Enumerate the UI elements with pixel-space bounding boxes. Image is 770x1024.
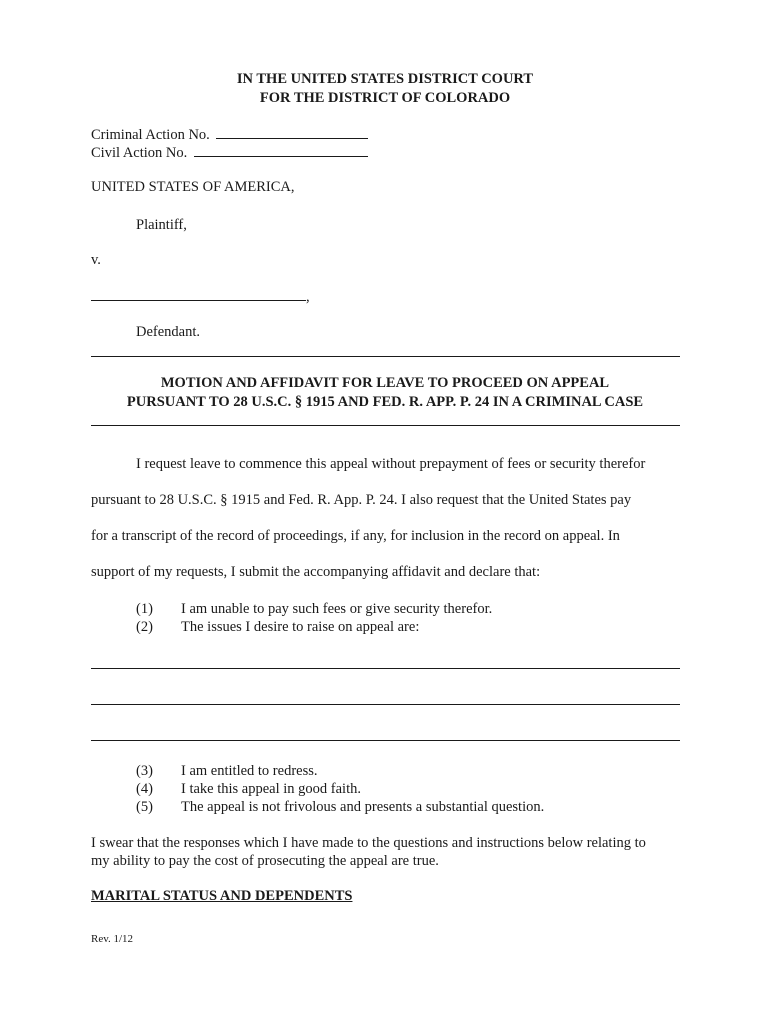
- defendant-role: Defendant.: [136, 324, 201, 340]
- list-item-text: I take this appeal in good faith.: [181, 781, 361, 797]
- issues-answer-line-1[interactable]: [91, 668, 680, 669]
- versus-label: v.: [91, 252, 101, 268]
- criminal-action-row: [91, 124, 368, 144]
- list-item-number: (3): [136, 763, 153, 779]
- list-item-number: (1): [136, 601, 153, 617]
- issues-answer-line-2[interactable]: [91, 704, 680, 705]
- court-name-line-1: IN THE UNITED STATES DISTRICT COURT: [236, 71, 534, 87]
- body-paragraph-line-4: support of my requests, I submit the accompanying affidavit and declare that:: [91, 564, 541, 580]
- caption-divider-bottom: [91, 425, 680, 426]
- body-paragraph-line-1: I request leave to commence this appeal without prepayment of fees or security therefor: [136, 456, 646, 472]
- document-title-line-1: MOTION AND AFFIDAVIT FOR LEAVE TO PROCEED ON APPEAL: [160, 375, 610, 391]
- list-item-text: I am unable to pay such fees or give security therefor.: [181, 601, 493, 617]
- body-paragraph-line-3: for a transcript of the record of proceedings, if any, for inclusion in the record on appeal. In: [91, 528, 620, 544]
- issues-answer-line-3[interactable]: [91, 740, 680, 741]
- list-item-text: The appeal is not frivolous and presents a substantial question.: [181, 799, 545, 815]
- document-title-line-2: PURSUANT TO 28 U.S.C. § 1915 AND FED. R. APP. P. 24 IN A CRIMINAL CASE: [126, 394, 644, 410]
- list-item-number: (5): [136, 799, 153, 815]
- criminal-action-number-blank[interactable]: [216, 124, 368, 139]
- civil-action-number-blank[interactable]: [194, 142, 368, 157]
- list-item-text: The issues I desire to raise on appeal are:: [181, 619, 420, 635]
- defendant-name-blank[interactable]: [91, 286, 306, 301]
- body-paragraph-line-2: pursuant to 28 U.S.C. § 1915 and Fed. R. App. P. 24. I also request that the United States pay: [91, 492, 632, 508]
- caption-divider-top: [91, 356, 680, 357]
- list-item-number: (4): [136, 781, 153, 797]
- defendant-comma: ,: [306, 289, 310, 305]
- section-heading-marital-status: MARITAL STATUS AND DEPENDENTS: [91, 888, 353, 904]
- plaintiff-name: UNITED STATES OF AMERICA,: [91, 179, 295, 195]
- criminal-action-label: Criminal Action No.: [91, 127, 210, 143]
- court-name-line-2: FOR THE DISTRICT OF COLORADO: [259, 90, 511, 106]
- swear-statement-line-2: my ability to pay the cost of prosecuting the appeal are true.: [91, 853, 439, 869]
- plaintiff-role: Plaintiff,: [136, 217, 187, 233]
- civil-action-row: [91, 142, 368, 162]
- civil-action-label: Civil Action No.: [91, 145, 188, 161]
- list-item-number: (2): [136, 619, 153, 635]
- list-item-text: I am entitled to redress.: [181, 763, 318, 779]
- defendant-name-row: [91, 286, 310, 306]
- swear-statement-line-1: I swear that the responses which I have made to the questions and instructions below relating to: [91, 835, 646, 851]
- revision-footer: Rev. 1/12: [91, 933, 134, 945]
